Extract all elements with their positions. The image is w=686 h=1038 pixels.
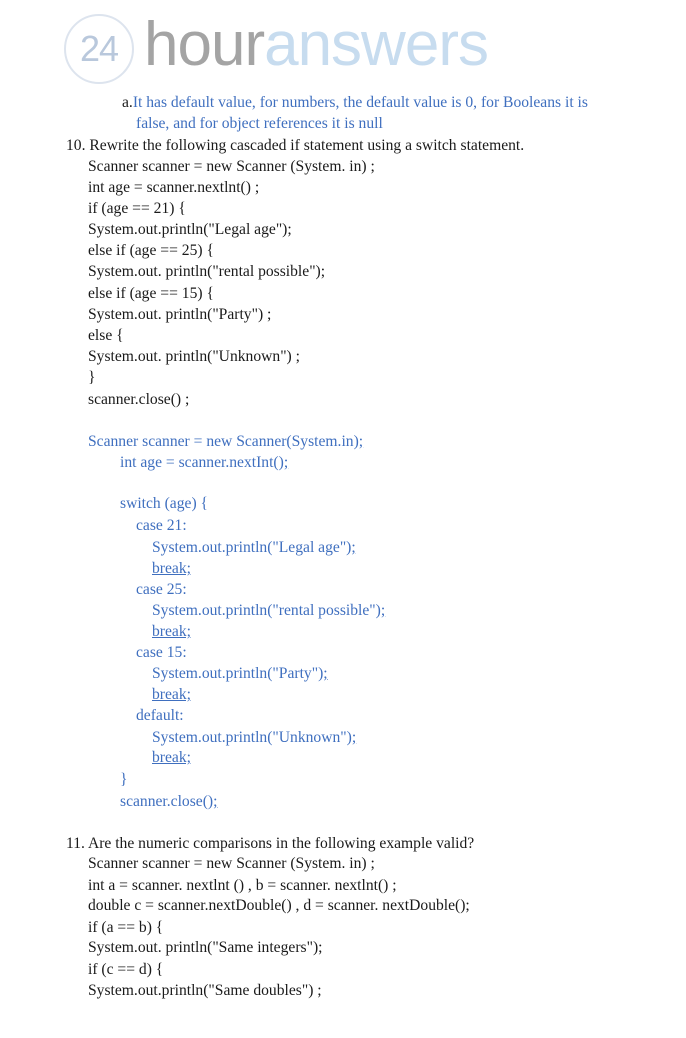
- q11-code-line: if (c == d) {: [88, 961, 164, 978]
- q10-code-line: if (age == 21) {: [88, 200, 186, 217]
- answer10-break: break;: [152, 623, 191, 640]
- question-10-heading: 10. Rewrite the following cascaded if statement using a switch statement.: [66, 137, 525, 154]
- logo-wordmark: [144, 9, 488, 80]
- q10-code-line: scanner.close() ;: [88, 391, 190, 408]
- answer-a-line-2: false, and for object references it is null: [136, 115, 383, 132]
- println-text: System.out.println("Legal age"): [152, 539, 352, 556]
- q11-code-line: if (a == b) {: [88, 919, 164, 936]
- tracked-semicolon: ;: [351, 729, 357, 746]
- answer10-close-line: [120, 792, 217, 812]
- answer10-close-brace: }: [120, 771, 128, 788]
- answer10-switch-line: switch (age) {: [120, 495, 209, 512]
- q11-code-line: int a = scanner. nextlnt () , b = scanner. nextlnt() ;: [88, 877, 397, 894]
- q10-code-line: System.out. println("Unknown") ;: [88, 348, 300, 365]
- tracked-semicolon: ;: [283, 454, 289, 471]
- answer10-println-21: [152, 538, 356, 558]
- q11-code-line: System.out. println("Same integers");: [88, 939, 323, 956]
- answer10-age-text: int age = scanner.nextInt(): [120, 454, 284, 471]
- q10-code-line: System.out. println("rental possible");: [88, 263, 326, 280]
- answer10-case-15: case 15:: [136, 644, 187, 661]
- answer10-println-default: [152, 728, 356, 748]
- logo-badge: 24: [64, 14, 134, 84]
- q11-code-line: Scanner scanner = new Scanner (System. in) ;: [88, 855, 375, 872]
- answer10-case-21: case 21:: [136, 517, 187, 534]
- answer10-scanner-line: [88, 432, 363, 452]
- q11-code-line: System.out.println("Same doubles") ;: [88, 982, 322, 999]
- println-text: System.out.println("rental possible"): [152, 602, 381, 619]
- q10-code-line: int age = scanner.nextlnt() ;: [88, 179, 260, 196]
- answer-a-line-1: [122, 93, 588, 113]
- println-text: System.out.println("Party"): [152, 665, 324, 682]
- answer10-break: break;: [152, 686, 191, 703]
- answer10-break: break;: [152, 560, 191, 577]
- q10-code-line: else if (age == 15) {: [88, 285, 214, 302]
- answer10-close-text: scanner.close(): [120, 793, 214, 810]
- answer10-break: break;: [152, 749, 191, 766]
- q10-code-line: }: [88, 369, 96, 386]
- answer-a-text-1: It has default value, for numbers, the default value is 0, for Booleans it is: [132, 94, 588, 111]
- tracked-semicolon: ;: [213, 793, 218, 810]
- answer-a-marker: a.: [122, 94, 133, 111]
- answer10-default: default:: [136, 707, 184, 724]
- answer10-age-line: [120, 453, 288, 473]
- logo-word-hour: hour: [144, 10, 265, 79]
- q10-code-line: Scanner scanner = new Scanner (System. in) ;: [88, 158, 375, 175]
- answer10-case-25: case 25:: [136, 581, 187, 598]
- answer10-scanner-text: Scanner scanner = new Scanner(System.in): [88, 433, 359, 450]
- logo-word-answers: answers: [264, 10, 488, 79]
- tracked-semicolon: ;: [380, 602, 386, 619]
- tracked-semicolon: ;: [358, 433, 364, 450]
- tracked-semicolon: ;: [351, 539, 356, 556]
- question-11-heading: 11. Are the numeric comparisons in the following example valid?: [66, 835, 475, 852]
- tracked-semicolon: ;: [323, 665, 328, 682]
- answer10-println-25: [152, 601, 385, 621]
- q11-code-line: double c = scanner.nextDouble() , d = scanner. nextDouble();: [88, 897, 470, 914]
- q10-code-line: System.out. println("Party") ;: [88, 306, 272, 323]
- println-text: System.out.println("Unknown"): [152, 729, 352, 746]
- q10-code-line: else {: [88, 327, 124, 344]
- answer10-println-15: [152, 664, 328, 684]
- q10-code-line: System.out.println("Legal age");: [88, 221, 292, 238]
- q10-code-line: else if (age == 25) {: [88, 242, 214, 259]
